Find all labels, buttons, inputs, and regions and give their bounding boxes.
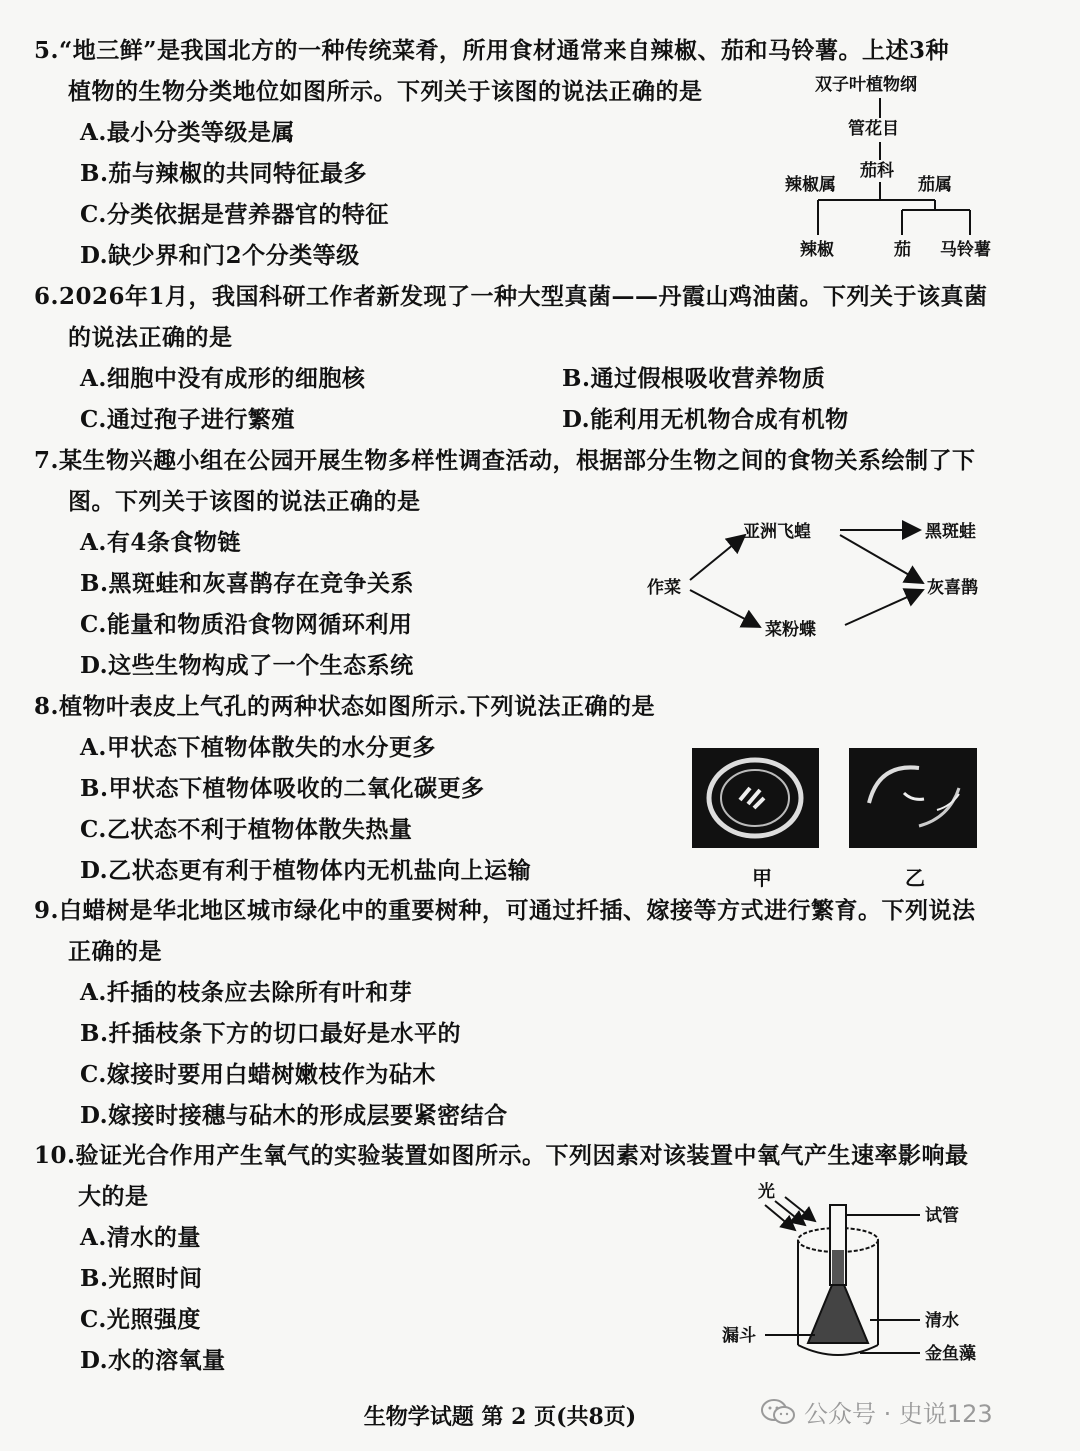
q10-stem-line2: 大的是	[78, 1183, 149, 1210]
q10-option-a: A.清水的量	[80, 1224, 201, 1251]
q7-fig-producer: 作菜	[647, 578, 681, 598]
q7-stem-line1: 7.某生物兴趣小组在公园开展生物多样性调查活动，根据部分生物之间的食物关系绘制了下	[34, 447, 976, 474]
q9-option-a: A.扦插的枝条应去除所有叶和芽	[80, 979, 413, 1006]
q9-option-b: B.扦插枝条下方的切口最好是水平的	[80, 1020, 461, 1047]
q8-stoma-open-image	[692, 748, 819, 848]
q5-option-c: C.分类依据是营养器官的特征	[80, 201, 389, 228]
page-footer: 生物学试题 第 2 页(共8页)	[363, 1404, 637, 1430]
q10-fig-plant: 金鱼藻	[925, 1344, 976, 1364]
q7-option-c: C.能量和物质沿食物网循环利用	[80, 611, 413, 638]
q5-fig-genus-left: 辣椒属	[785, 175, 836, 195]
q7-option-a: A.有4条食物链	[80, 529, 241, 556]
q9-option-c: C.嫁接时要用白蜡树嫩枝作为砧木	[80, 1061, 436, 1088]
q9-stem-line1: 9.白蜡树是华北地区城市绿化中的重要树种，可通过扦插、嫁接等方式进行繁育。下列说法	[34, 897, 976, 924]
q7-food-web-diagram	[645, 515, 1005, 649]
q7-fig-frog: 黑斑蛙	[925, 522, 976, 542]
q5-fig-order: 管花目	[848, 119, 899, 139]
q5-fig-genus-right: 茄属	[918, 175, 952, 195]
q8-option-d: D.乙状态更有利于植物体内无机盐向上运输	[80, 857, 532, 884]
q10-option-b: B.光照时间	[80, 1265, 203, 1292]
watermark-text: 公众号 · 史说123	[804, 1400, 993, 1428]
q5-stem-line2: 植物的生物分类地位如图所示。下列关于该图的说法正确的是	[68, 78, 703, 105]
q8-stoma-closed-image	[849, 748, 977, 848]
q10-apparatus-diagram	[720, 1175, 1000, 1379]
q10-option-d: D.水的溶氧量	[80, 1347, 226, 1374]
q7-fig-butterfly: 菜粉蝶	[765, 620, 816, 640]
q10-fig-funnel: 漏斗	[722, 1326, 756, 1346]
q10-fig-tube: 试管	[925, 1206, 959, 1226]
q8-label-yi: 乙	[905, 866, 925, 890]
q6-stem-line1: 6.2026年1月，我国科研工作者新发现了一种大型真菌——丹霞山鸡油菌。下列关于该真菌	[34, 283, 988, 310]
q8-stem-line1: 8.植物叶表皮上气孔的两种状态如图所示.下列说法正确的是	[34, 693, 656, 720]
q5-fig-species-pepper: 辣椒	[800, 240, 834, 260]
q6-option-c: C.通过孢子进行繁殖	[80, 406, 295, 433]
q6-option-b: B.通过假根吸收营养物质	[562, 365, 826, 392]
q7-stem-line2: 图。下列关于该图的说法正确的是	[68, 488, 421, 515]
q9-option-d: D.嫁接时接穗与砧木的形成层要紧密结合	[80, 1102, 508, 1129]
q10-option-c: C.光照强度	[80, 1306, 201, 1333]
q7-option-d: D.这些生物构成了一个生态系统	[80, 652, 414, 679]
q5-stem-line1: 5.“地三鲜”是我国北方的一种传统菜肴，所用食材通常来自辣椒、茄和马铃薯。上述3种	[34, 37, 949, 64]
q8-option-c: C.乙状态不利于植物体散失热量	[80, 816, 413, 843]
q5-fig-class: 双子叶植物纲	[815, 75, 917, 95]
q10-fig-light: 光	[758, 1182, 775, 1202]
q5-classification-diagram	[780, 70, 1010, 274]
wechat-icon	[760, 1398, 796, 1426]
q6-option-d: D.能利用无机物合成有机物	[562, 406, 849, 433]
q5-fig-species-potato: 马铃薯	[940, 240, 991, 260]
q7-option-b: B.黑斑蛙和灰喜鹊存在竞争关系	[80, 570, 414, 597]
q8-label-jia: 甲	[752, 866, 772, 890]
q7-fig-bird: 灰喜鹊	[927, 578, 978, 598]
q5-option-d: D.缺少界和门2个分类等级	[80, 242, 360, 269]
q10-stem-line1: 10.验证光合作用产生氧气的实验装置如图所示。下列因素对该装置中氧气产生速率影响最	[34, 1142, 969, 1169]
q5-option-a: A.最小分类等级是属	[80, 119, 295, 146]
q8-option-a: A.甲状态下植物体散失的水分更多	[80, 734, 436, 761]
q9-stem-line2: 正确的是	[68, 938, 162, 965]
q8-option-b: B.甲状态下植物体吸收的二氧化碳更多	[80, 775, 485, 802]
q5-fig-family: 茄科	[860, 161, 894, 181]
q6-stem-line2: 的说法正确的是	[68, 324, 233, 351]
q6-option-a: A.细胞中没有成形的细胞核	[80, 365, 366, 392]
q7-fig-locust: 亚洲飞蝗	[743, 522, 811, 542]
q5-option-b: B.茄与辣椒的共同特征最多	[80, 160, 367, 187]
q10-fig-water: 清水	[925, 1311, 959, 1331]
q5-fig-species-eggplant: 茄	[894, 240, 911, 260]
watermark	[760, 1394, 993, 1429]
